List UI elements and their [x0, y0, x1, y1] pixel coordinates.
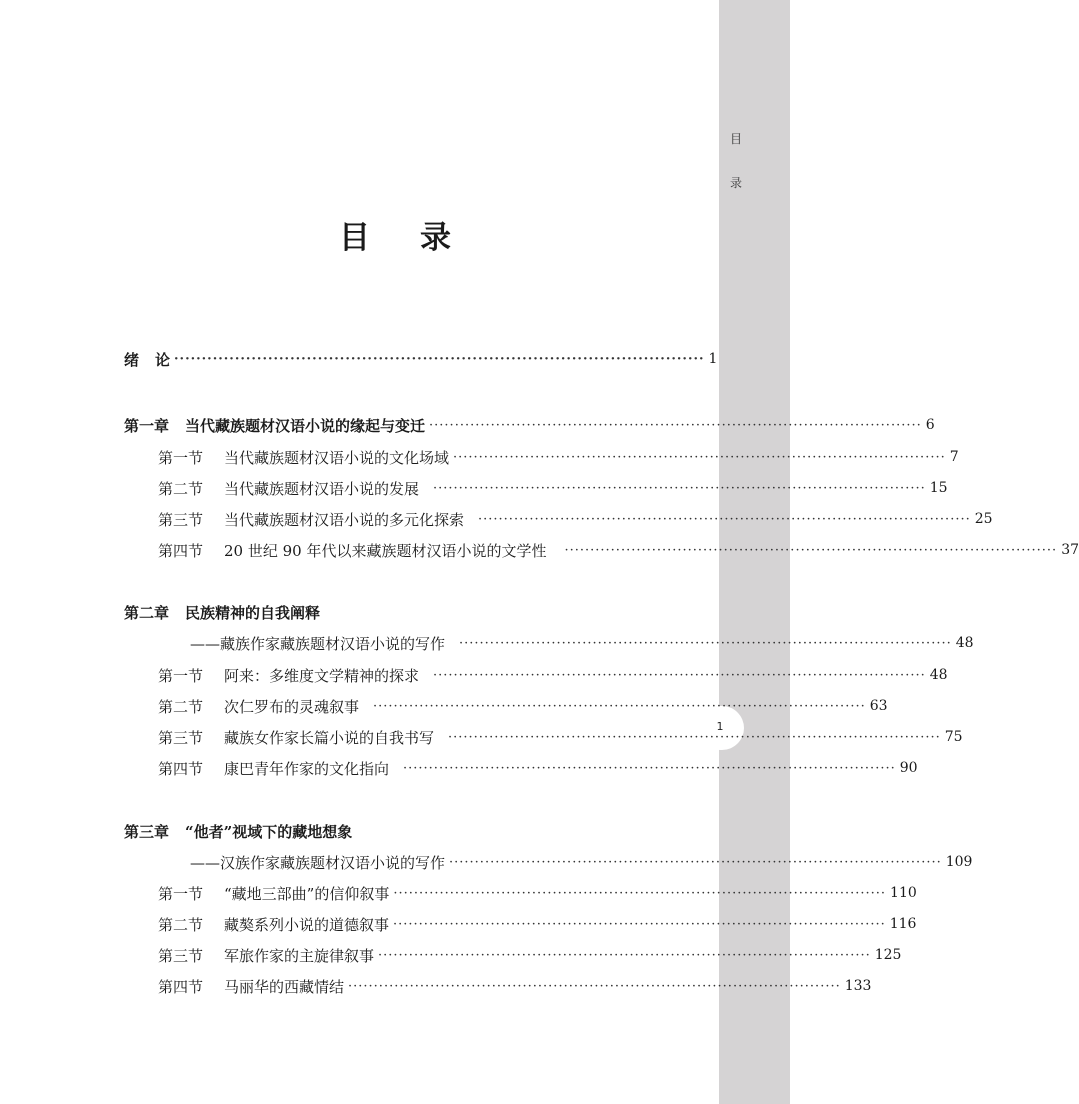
section-label: 第二节 — [158, 479, 204, 498]
toc-entry-intro[interactable] — [124, 348, 718, 370]
toc-entry-section[interactable] — [158, 726, 963, 748]
chapter-label: 第二章 — [124, 603, 170, 622]
toc-entry-section[interactable] — [158, 664, 948, 686]
section-label: 第四节 — [158, 759, 204, 778]
section-title: “藏地三部曲”的信仰叙事 — [224, 884, 390, 903]
toc-entry-chapter-subtitle[interactable] — [190, 632, 974, 654]
leader-dots: ································································································ — [433, 480, 926, 496]
section-title: 军旅作家的主旋律叙事 — [224, 946, 375, 965]
section-title: 当代藏族题材汉语小说的文化场域 — [224, 448, 450, 467]
section-title: 20 世纪 90 年代以来藏族题材汉语小说的文学性 — [224, 541, 547, 560]
leader-dots: ································································································ — [393, 916, 886, 932]
intro-label-2: 论 — [155, 350, 171, 369]
section-label: 第四节 — [158, 541, 204, 560]
section-title: 藏獒系列小说的道德叙事 — [224, 915, 390, 934]
section-title: 当代藏族题材汉语小说的多元化探索 — [224, 510, 465, 529]
section-title: 藏族女作家长篇小说的自我书写 — [224, 728, 435, 747]
leader-dots: ································································································ — [478, 511, 971, 527]
toc-page-number: 75 — [944, 729, 963, 745]
section-label: 第一节 — [158, 448, 204, 467]
leader-dots: ································································································ — [373, 698, 866, 714]
toc-page-number: 1 — [708, 351, 718, 367]
leader-dots: ································································································ — [449, 854, 942, 870]
chapter-title: 当代藏族题材汉语小说的缘起与变迁 — [185, 416, 426, 435]
toc-entry-chapter-2[interactable] — [124, 601, 658, 623]
chapter-title: 民族精神的自我阐释 — [185, 603, 321, 622]
section-label: 第三节 — [158, 946, 204, 965]
leader-dots: ································································································ — [393, 885, 887, 901]
leader-dots: ································································································ — [403, 760, 896, 776]
toc-entry-section[interactable] — [158, 913, 917, 935]
section-title: 次仁罗布的灵魂叙事 — [224, 697, 360, 716]
toc-page-number: 133 — [844, 978, 872, 994]
leader-dots: ································································································ — [433, 667, 926, 683]
toc-entry-section[interactable] — [158, 944, 902, 966]
toc-entry-section[interactable] — [158, 508, 993, 530]
toc-page-number: 116 — [889, 916, 917, 932]
toc-entry-section[interactable] — [158, 882, 917, 904]
side-header-char-2: 录 — [730, 176, 743, 190]
toc-page-number: 6 — [925, 417, 935, 433]
toc-entry-section[interactable] — [158, 446, 959, 468]
toc-entry-chapter-3[interactable] — [124, 820, 658, 842]
toc-page-number: 63 — [869, 698, 888, 714]
toc-page-number: 7 — [949, 449, 959, 465]
section-title: 当代藏族题材汉语小说的发展 — [224, 479, 420, 498]
leader-dots: ································································································ — [378, 947, 871, 963]
toc-entry-section[interactable] — [158, 539, 1079, 561]
section-label: 第一节 — [158, 884, 204, 903]
title-char-2: 录 — [420, 220, 451, 256]
section-title: 阿来：多维度文学精神的探求 — [224, 666, 420, 685]
toc-page-number: 90 — [899, 760, 918, 776]
toc-page-number: 109 — [945, 854, 973, 870]
chapter-title: “他者”视域下的藏地想象 — [185, 822, 353, 841]
toc-page-number: 110 — [890, 885, 917, 901]
chapter-label: 第三章 — [124, 822, 170, 841]
leader-dots: ································································································ — [453, 449, 946, 465]
section-label: 第三节 — [158, 510, 204, 529]
section-label: 第四节 — [158, 977, 204, 996]
page-title — [0, 212, 790, 257]
section-title: 康巴青年作家的文化指向 — [224, 759, 390, 778]
toc-page-number: 25 — [974, 511, 993, 527]
section-title: 马丽华的西藏情结 — [224, 977, 345, 996]
section-label: 第二节 — [158, 697, 204, 716]
section-label: 第二节 — [158, 915, 204, 934]
leader-dots: ································································································ — [174, 351, 705, 367]
toc-page-number: 48 — [955, 635, 974, 651]
section-label: 第三节 — [158, 728, 204, 747]
chapter-subtitle: ——汉族作家藏族题材汉语小说的写作 — [190, 853, 446, 872]
chapter-subtitle: ——藏族作家藏族题材汉语小说的写作 — [190, 634, 446, 653]
toc-page-number: 48 — [929, 667, 948, 683]
side-header-char-1: 目 — [730, 132, 743, 146]
page-number: 1 — [716, 720, 724, 733]
toc-page-number: 125 — [874, 947, 902, 963]
toc-entry-chapter-1[interactable] — [124, 414, 935, 436]
toc-page-number: 37 — [1061, 542, 1079, 558]
title-char-1: 目 — [339, 220, 370, 256]
leader-dots: ································································································ — [429, 417, 922, 433]
leader-dots: ································································································ — [459, 635, 952, 651]
section-label: 第一节 — [158, 666, 204, 685]
leader-dots: ································································································ — [448, 729, 941, 745]
toc-entry-section[interactable] — [158, 975, 872, 997]
intro-label-1: 绪 — [124, 350, 140, 369]
toc-entry-section[interactable] — [158, 757, 918, 779]
toc-entry-chapter-subtitle[interactable] — [190, 851, 973, 873]
chapter-label: 第一章 — [124, 416, 170, 435]
toc-page-number: 15 — [929, 480, 948, 496]
toc-entry-section[interactable] — [158, 695, 888, 717]
leader-dots: ································································································ — [564, 542, 1058, 558]
leader-dots: ································································································ — [348, 978, 841, 994]
toc-entry-section[interactable] — [158, 477, 948, 499]
